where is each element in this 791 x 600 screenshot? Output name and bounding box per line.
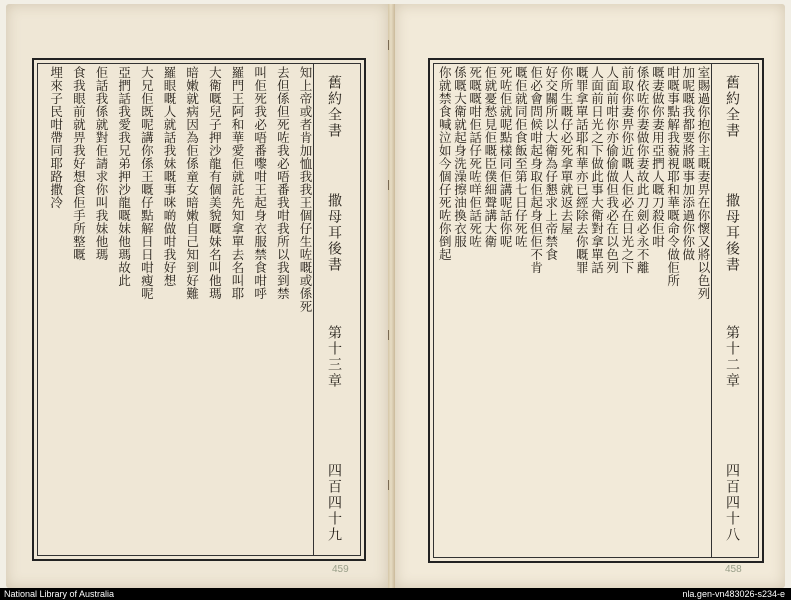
text-column: 大衛嘅兒子押沙龍有個美貌嘅妹名叫他瑪: [207, 66, 223, 300]
text-column: 羅門王阿和華愛佢就託先知拿單去名叫耶: [230, 66, 245, 300]
text-column: 室賜過你抱你主嘅妻畀在你懷又將以色列: [696, 66, 711, 300]
page-stamp: 459: [332, 564, 349, 575]
text-column: 去但係但死咗我必唔番我咁我所以我到禁: [275, 66, 291, 300]
record-identifier: nla.gen-vn483026-s234-e: [682, 589, 785, 599]
text-column: 知上帝或者肯加恤我我王個仔生咗嘅或係死: [298, 66, 313, 313]
right-page: [395, 4, 785, 588]
right-text-frame: [428, 58, 764, 563]
text-column: 食我眼前就畀我好想食佢手所整嘅: [71, 66, 87, 261]
page-stamp: 458: [725, 564, 742, 575]
chapter-label: 第十三章: [326, 325, 342, 389]
text-column: 嘅罪拿單話耶和華亦已經除去你嘅罪: [574, 66, 590, 274]
text-column: 你就禁食喊泣如今個仔死咗你倒起: [437, 66, 453, 261]
text-column: 佢必會問候咁起身取佢起身但佢不肯: [528, 66, 544, 274]
text-column: 死嘅嘅咁佢話仔死咗咩佢話死咗: [467, 66, 483, 248]
text-column: 你所生嘅仔必死拿單就返去屋: [559, 66, 574, 235]
right-text-columns: [436, 66, 710, 555]
text-column: 叫佢死我必唔番嚟咁王起身衣服禁食咁呼: [252, 66, 268, 300]
book-title: 撒母耳後書: [326, 193, 342, 273]
text-column: 好交關所以大衛為仔懇求上帝禁食: [543, 66, 559, 261]
text-column: 前取你妻畀你近嘅人佢必在日光之下: [619, 66, 635, 274]
running-title: 舊約全書: [326, 75, 342, 139]
right-running-head: [711, 63, 759, 558]
text-column: 暗嫩就病因為佢係童女暗嫩自己知到好難: [184, 66, 200, 300]
text-column: 大兄佢既呢講你係王嘅仔點解日日咁瘦呢: [139, 66, 155, 300]
page-number: 四百四十八: [724, 463, 740, 543]
text-column: 嘅佢就同佢食飯至第七日仔死咗: [513, 66, 529, 248]
text-column: 加呢嘅我都要將嘅事加添過你你做: [680, 66, 696, 261]
text-column: 佢就憂愁見佢嘅臣僕細聲講大衛: [482, 66, 498, 248]
text-column: 死咗佢就呢點樣同佢講呢話你呢: [498, 66, 514, 248]
text-column: 人面前日光之下做此事大衛對拿單話: [589, 66, 605, 274]
left-running-head: [313, 63, 361, 556]
archive-footer: [0, 588, 791, 600]
text-column: 係嘅大衛就起身洗澡擦油換衣服: [452, 66, 468, 248]
text-column: 人面前咁你亦偷偷做但我必在以色列: [604, 66, 620, 274]
text-column: 亞捫話我愛我兄弟押沙龍嘅妹他瑪故此: [116, 66, 132, 287]
text-column: 嘅妻做你妻用亞捫人嘅刀殺佢咁: [650, 66, 666, 248]
text-column: 係依咗你妻做你妻故此刀劍必永不離: [635, 66, 651, 274]
left-text-columns: [40, 66, 312, 553]
text-column: 羅眼嘅人就話我妹嘅事咪啲做咁我好想: [162, 66, 177, 287]
page-number: 四百四十九: [326, 463, 342, 543]
book-title: 撒母耳後書: [724, 193, 740, 273]
chapter-label: 第十二章: [724, 325, 740, 389]
text-column: 佢話我係就對佢請求你叫我妹他瑪: [94, 66, 109, 261]
left-page: [6, 4, 388, 588]
left-text-frame: [32, 58, 366, 561]
running-title: 舊約全書: [724, 75, 740, 139]
text-column: 埋來子民咁帶同耶路撒冷: [48, 66, 64, 209]
text-column: 咁嘅事點解我藐視耶和華嘅命令做佢所: [665, 66, 681, 287]
library-name: National Library of Australia: [4, 589, 115, 599]
